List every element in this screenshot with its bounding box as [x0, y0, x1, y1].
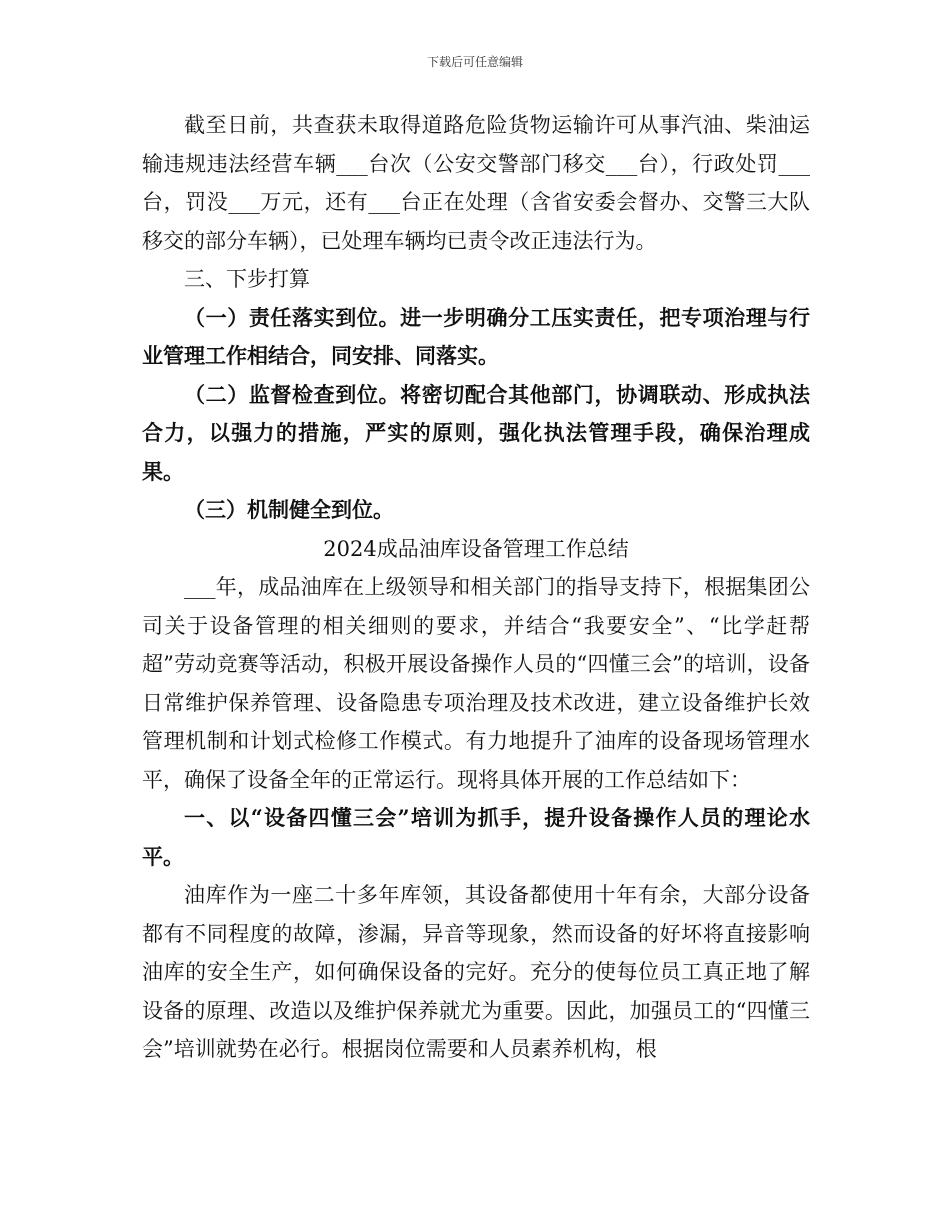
section-heading: 三、下步打算: [184, 267, 310, 291]
document-title: 2024成品油库设备管理工作总结: [323, 536, 629, 561]
section-heading-bold: 一、以“设备四懂三会”培训为抓手，提升设备操作人员的理论水平。: [142, 805, 810, 869]
paragraph-bold: （三）机制健全到位。: [184, 497, 394, 522]
document-body: [142, 106, 810, 1069]
paragraph-bold: （二）监督检查到位。将密切配合其他部门，协调联动、形成执法合力，以强力的措施，严实的原则，强化执法管理手段，确保治理成果。: [142, 381, 810, 484]
page-header: 下载后可任意编辑: [426, 55, 523, 69]
paragraph: ___年，成品油库在上级领导和相关部门的指导支持下，根据集团公司关于设备管理的相关细则的要求，并结合“我要安全”、“比学赶帮超”劳动竞赛等活动，积极开展设备操作人员的“四懂三会”的培训，设备日常维护保养管理、设备隐患专项治理及技术改进，建立设备维护长效管理机制和计划式检修工作模式。有力地提升了油库的设备现场管理水平，确保了设备全年的正常运行。现将具体开展的工作总结如下：: [142, 575, 810, 792]
paragraph: 截至日前，共查获未取得道路危险货物运输许可从事汽油、柴油运输违规违法经营车辆___台次（公安交警部门移交___台），行政处罚___台，罚没___万元，还有___台正在处理（含省安委会督办、交警三大队移交的部分车辆），已处理车辆均已责令改正违法行为。: [142, 113, 810, 253]
paragraph-bold: （一）责任落实到位。进一步明确分工压实责任，把专项治理与行业管理工作相结合，同安排、同落实。: [142, 304, 810, 368]
paragraph: 油库作为一座二十多年库领，其设备都使用十年有余，大部分设备都有不同程度的故障，渗漏，异音等现象，然而设备的好坏将直接影响油库的安全生产，如何确保设备的完好。充分的使每位员工真正地了解设备的原理、改造以及维护保养就尤为重要。因此，加强员工的“四懂三会”培训就势在必行。根据岗位需要和人员素养机构，根: [142, 883, 810, 1061]
